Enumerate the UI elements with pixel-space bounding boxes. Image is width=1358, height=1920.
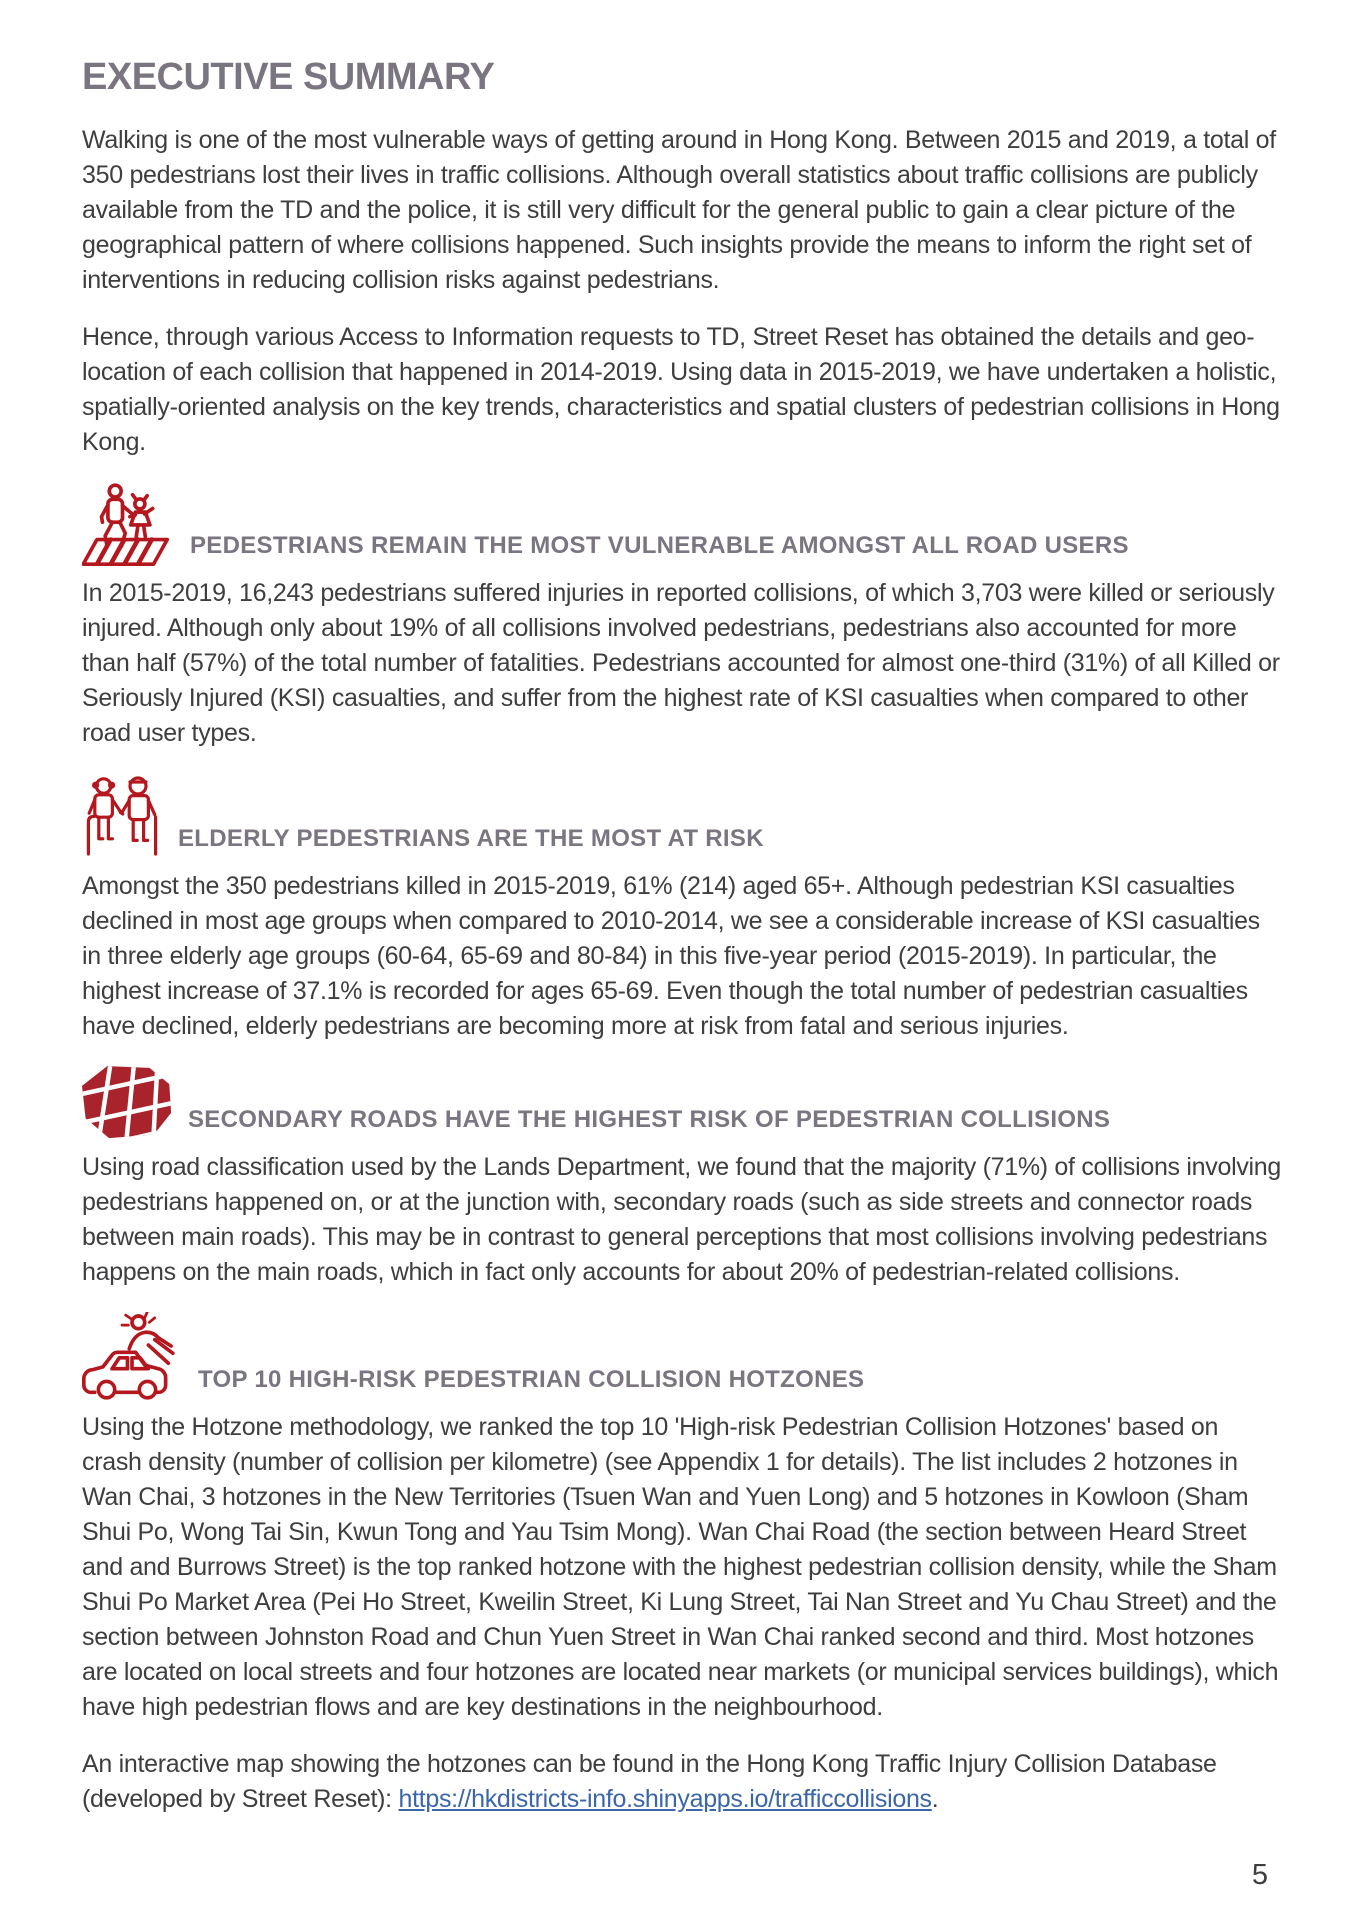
section-header <box>82 773 1282 859</box>
traffic-collision-database-link[interactable]: https://hkdistricts-info.shinyapps.io/trafficcollisions <box>398 1785 932 1813</box>
section-body: Using the Hotzone methodology, we ranked the top 10 'High-risk Pedestrian Collision Hotzones' based on crash density (number of collision per kilometre) (see Appendix 1 for details). The list includes 2 hotzones in Wan Chai, 3 hotzones in the New Territories (Tsuen Wan and Yuen Long) and 5 hotzones in Kowloon (Sham Shui Po, Wong Tai Sin, Kwun Tong and Yau Tsim Mong). Wan Chai Road (the section between Heard Street and and Burrows Street) is the top ranked hotzone with the highest pedestrian collision density, while the Sham Shui Po Market Area (Pei Ho Street, Kweilin Street, Ki Lung Street, Tai Nan Street and Yu Chau Street) and the section between Johnston Road and Chun Yuen Street in Wan Chai ranked second and third. Most hotzones are located on local streets and four hotzones are located near markets (or municipal services buildings), which have high pedestrian flows and are key destinations in the neighbourhood. <box>82 1413 1279 1721</box>
section-body: In 2015-2019, 16,243 pedestrians suffered injuries in reported collisions, of which 3,703 were killed or seriously injured. Although only about 19% of all collisions involved pedestrians, pedestrians also accounted for more than half (57%) of the total number of fatalities. Pedestrians accounted for almost one-third (31%) of all Killed or Seriously Injured (KSI) casualties, and suffer from the highest rate of KSI casualties when compared to other road user types. <box>82 579 1280 747</box>
section-header <box>82 1066 1282 1140</box>
section-pedestrians-vulnerable <box>82 482 1282 751</box>
elderly-pedestrians-icon <box>82 773 162 859</box>
section-heading: SECONDARY ROADS HAVE THE HIGHEST RISK OF PEDESTRIAN COLLISIONS <box>188 1106 1111 1133</box>
section-body: Using road classification used by the Lands Department, we found that the majority (71%) of collisions involving pedestrians happened on, or at the junction with, secondary roads (such as side streets and connector roads between main roads). This may be in contrast to general perceptions that most collisions involving pedestrians happens on the main roads, which in fact only accounts for about 20% of pedestrian-related collisions. <box>82 1153 1281 1286</box>
section-top10-hotzones <box>82 1312 1282 1725</box>
page-title: EXECUTIVE SUMMARY <box>82 56 495 98</box>
pedestrian-crossing-icon <box>82 482 174 566</box>
closing-paragraph <box>82 1747 1282 1817</box>
closing-text: An interactive map showing the hotzones can be found in the Hong Kong Traffic Injury Collision Database (developed by Street Reset): <box>82 1750 1217 1813</box>
section-header <box>82 1312 1282 1400</box>
section-header <box>82 482 1282 566</box>
section-secondary-roads <box>82 1066 1282 1290</box>
section-heading: TOP 10 HIGH-RISK PEDESTRIAN COLLISION HOTZONES <box>198 1366 865 1393</box>
car-collision-icon <box>82 1312 182 1400</box>
intro-paragraph-2: Hence, through various Access to Information requests to TD, Street Reset has obtained the details and geo-location of each collision that happened in 2014-2019. Using data in 2015-2019, we have undertaken a holistic, spatially-oriented analysis on the key trends, characteristics and spatial clusters of pedestrian collisions in Hong Kong. <box>82 323 1280 456</box>
intro-paragraph-1: Walking is one of the most vulnerable ways of getting around in Hong Kong. Between 2015 and 2019, a total of 350 pedestrians lost their lives in traffic collisions. Although overall statistics about traffic collisions are publicly available from the TD and the police, it is still very difficult for the general public to gain a clear picture of the geographical pattern of where collisions happened. Such insights provide the means to inform the right set of interventions in reducing collision risks against pedestrians. <box>82 126 1276 294</box>
section-heading: PEDESTRIANS REMAIN THE MOST VULNERABLE AMONGST ALL ROAD USERS <box>190 532 1129 559</box>
page-number: 5 <box>1251 1859 1268 1891</box>
closing-period: . <box>931 1785 939 1813</box>
section-body: Amongst the 350 pedestrians killed in 2015-2019, 61% (214) aged 65+. Although pedestrian KSI casualties declined in most age groups when compared to 2010-2014, we see a considerable increase of KSI casualties in three elderly age groups (60-64, 65-69 and 80-84) in this five-year period (2015-2019). In particular, the highest increase of 37.1% is recorded for ages 65-69. Even though the total number of pedestrian casualties have declined, elderly pedestrians are becoming more at risk from fatal and serious injuries. <box>82 872 1260 1040</box>
section-heading: ELDERLY PEDESTRIANS ARE THE MOST AT RISK <box>178 825 764 852</box>
section-elderly-at-risk <box>82 773 1282 1044</box>
road-map-icon <box>82 1066 172 1140</box>
